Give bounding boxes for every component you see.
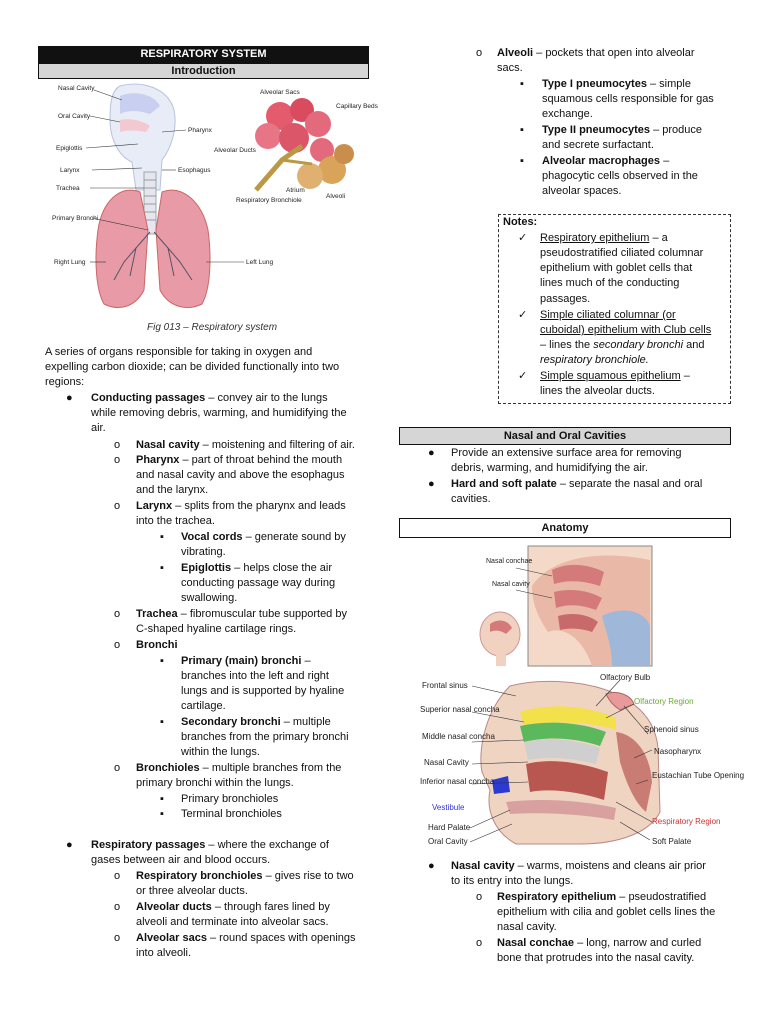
figure-caption: Fig 013 – Respiratory system [147, 322, 278, 333]
respiratory-epithelium-item: Respiratory epithelium – pseudostratified [497, 891, 707, 903]
vocal-cords-item: Vocal cords – generate sound by [181, 531, 346, 543]
bullet-square: ▪ [160, 531, 164, 543]
macrophages-desc: alveolar spaces. [542, 185, 622, 197]
epiglottis-item: Epiglottis – helps close the air [181, 562, 333, 574]
notes-title: Notes: [503, 216, 538, 228]
label-olfactory-bulb: Olfactory Bulb [600, 673, 651, 682]
bullet-square: ▪ [520, 124, 524, 136]
alveoli-desc: sacs. [497, 62, 523, 74]
note-1-line: passages. [540, 293, 591, 305]
note-2-line: respiratory bronchiole. [540, 354, 649, 366]
note-3: Simple squamous epithelium – [540, 370, 690, 382]
label-trachea: Trachea [56, 185, 80, 192]
alveolar-ducts-item: Alveolar ducts – through fares lined by [136, 901, 330, 913]
primary-bronchi-desc: branches into the left and right [181, 670, 329, 682]
nasal-conchae-desc: bone that protrudes into the nasal cavity. [497, 952, 695, 964]
bullet-square: ▪ [160, 655, 164, 667]
pharynx-item: Pharynx – part of throat behind the mouth [136, 454, 343, 466]
bullet-square: ▪ [520, 78, 524, 90]
note-2-line: – lines the secondary bronchi and [540, 339, 705, 351]
bullet-dot: ● [428, 478, 435, 490]
bronchioles-item: Bronchioles – multiple branches from the [136, 762, 342, 774]
bullet-circle: o [476, 47, 483, 59]
bullet-circle: o [114, 639, 121, 651]
alveolar-ducts-desc: alveoli and terminate into alveolar sacs. [136, 916, 329, 928]
label-epiglottis: Epiglottis [56, 145, 83, 152]
type1-item: Type I pneumocytes – simple [542, 78, 691, 90]
bronchi-item: Bronchi [136, 639, 178, 651]
bullet-dot: ● [66, 839, 73, 851]
label-larynx: Larynx [60, 167, 80, 174]
type1-desc: squamous cells responsible for gas [542, 93, 714, 105]
label-nasopharynx: Nasopharynx [654, 747, 702, 756]
label-atrium: Atrium [286, 187, 305, 194]
respiratory-system-figure [50, 80, 378, 320]
nasal-anatomy-figure [420, 672, 745, 852]
bullet-circle: o [114, 608, 121, 620]
respiratory-desc: gases between air and blood occurs. [91, 854, 271, 866]
respiratory-epithelium-desc: epithelium with cilia and goblet cells lines the [497, 906, 716, 918]
conducting-passages-item: Conducting passages – convey air to the lungs [91, 392, 328, 404]
nasal-conchae-item: Nasal conchae – long, narrow and curled [497, 937, 702, 949]
bullet-circle: o [114, 901, 121, 913]
palate-desc: cavities. [451, 493, 491, 505]
conducting-desc: air. [91, 422, 106, 434]
label-olfactory-region: Olfactory Region [634, 697, 694, 706]
bronchioles-desc: primary bronchi within the lungs. [136, 777, 294, 789]
respiratory-passages-item: Respiratory passages – where the exchange of [91, 839, 329, 851]
bullet-circle: o [114, 932, 121, 944]
label-nasal-conchae: Nasal conchae [486, 558, 533, 565]
label-primary-bronchi: Primary Bronchi [52, 215, 99, 222]
type2-desc: and secrete surfactant. [542, 139, 654, 151]
secondary-bronchi-desc: branches from the primary bronchi [181, 731, 349, 743]
bullet-circle: o [114, 762, 121, 774]
note-1-line: pseudostratified ciliated columnar [540, 247, 704, 259]
label-alveoli: Alveoli [326, 193, 346, 200]
bullet-dot: ● [428, 447, 435, 459]
label-oral-cavity-large: Oral Cavity [428, 837, 468, 846]
note-2: Simple ciliated columnar (or [540, 309, 676, 321]
label-eustachian-tube: Eustachian Tube Opening [652, 771, 745, 780]
bullet-circle: o [114, 500, 121, 512]
secondary-bronchi-item: Secondary bronchi – multiple [181, 716, 331, 728]
note-1-line: epithelium with goblet cells that [540, 262, 693, 274]
label-respiratory-bronchiole: Respiratory Bronchiole [236, 197, 302, 204]
conducting-desc: while removing debris, warming, and humidifying the [91, 407, 347, 419]
label-esophagus: Esophagus [178, 167, 211, 174]
trachea-item: Trachea – fibromuscular tube supported by [136, 608, 347, 620]
alveoli-item: Alveoli – pockets that open into alveolar [497, 47, 695, 59]
bullet-square: ▪ [160, 716, 164, 728]
bullet-circle: o [476, 937, 483, 949]
nasal-cavity-bullet: Nasal cavity – warms, moistens and cleans air prior [451, 860, 706, 872]
page-title: RESPIRATORY SYSTEM [38, 46, 369, 63]
label-nasal-cavity: Nasal Cavity [58, 85, 95, 92]
check-icon: ✓ [518, 370, 528, 382]
section-header-nasal-oral: Nasal and Oral Cavities [399, 427, 731, 445]
pharynx-desc: and nasal cavity and above the esophagus [136, 469, 345, 481]
primary-bronchi-desc: lungs and is supported by hyaline [181, 685, 345, 697]
section-header-anatomy: Anatomy [399, 518, 731, 538]
check-icon: ✓ [518, 309, 528, 321]
label-alveolar-sacs: Alveolar Sacs [260, 89, 300, 96]
label-pharynx: Pharynx [188, 127, 212, 134]
bullet-circle: o [114, 439, 121, 451]
bullet-square: ▪ [520, 155, 524, 167]
epiglottis-desc: conducting passage way during [181, 577, 336, 589]
primary-bronchi-item: Primary (main) bronchi – [181, 655, 311, 667]
section-header-introduction: Introduction [38, 63, 369, 79]
intro-line: regions: [45, 376, 85, 388]
respiratory-epithelium-desc: nasal cavity. [497, 921, 557, 933]
bullet-dot: ● [428, 860, 435, 872]
label-oral-cavity: Oral Cavity [58, 113, 91, 120]
bullet-circle: o [114, 870, 121, 882]
label-capillary-beds: Capillary Beds [336, 103, 378, 110]
bullet-circle: o [476, 891, 483, 903]
resp-bronchioles-item: Respiratory bronchioles – gives rise to two [136, 870, 354, 882]
intro-line: A series of organs responsible for taking in oxygen and [45, 346, 313, 358]
nasal-cavity-item: Nasal cavity – moistening and filtering of air. [136, 439, 355, 451]
pharynx-desc: and the larynx. [136, 484, 209, 496]
primary-bronchi-desc: cartilage. [181, 700, 226, 712]
label-inferior-nasal-concha: Inferior nasal concha [420, 777, 495, 786]
resp-bronchioles-desc: or three alveolar ducts. [136, 885, 248, 897]
note-1: Respiratory epithelium – a [540, 232, 668, 244]
label-right-lung: Right Lung [54, 259, 86, 266]
larynx-item: Larynx – splits from the pharynx and leads [136, 500, 346, 512]
intro-line: expelling carbon dioxide; can be divided functionally into two [45, 361, 340, 373]
label-respiratory-region: Respiratory Region [652, 817, 721, 826]
label-superior-nasal-concha: Superior nasal concha [420, 705, 500, 714]
trachea-desc: C-shaped hyaline cartilage rings. [136, 623, 297, 635]
bullet-circle: o [114, 454, 121, 466]
primary-bronchioles-item: Primary bronchioles [181, 793, 279, 805]
macrophages-item: Alveolar macrophages – [542, 155, 670, 167]
label-nasal-cavity-large: Nasal Cavity [424, 758, 469, 767]
bullet-square: ▪ [160, 562, 164, 574]
label-alveolar-ducts: Alveolar Ducts [214, 147, 256, 154]
label-vestibule: Vestibule [432, 803, 465, 812]
note-2-line: cuboidal) epithelium with Club cells [540, 324, 712, 336]
bullet-square: ▪ [160, 808, 164, 820]
label-left-lung: Left Lung [246, 259, 274, 266]
bullet-dot: ● [66, 392, 73, 404]
label-middle-nasal-concha: Middle nasal concha [422, 732, 495, 741]
palate-item: Hard and soft palate – separate the nasal and oral [451, 478, 703, 490]
type1-desc: exchange. [542, 108, 593, 120]
nasal-oral-bullet-1-line: debris, warming, and humidifying the air. [451, 462, 648, 474]
bullet-square: ▪ [160, 793, 164, 805]
nasal-conchae-figure [472, 546, 654, 668]
nasal-oral-bullet-1: Provide an extensive surface area for removing [451, 447, 682, 459]
type2-item: Type II pneumocytes – produce [542, 124, 702, 136]
label-nasal-cavity-small: Nasal cavity [492, 581, 530, 588]
label-hard-palate: Hard Palate [428, 823, 471, 832]
alveolar-sacs-desc: into alveoli. [136, 947, 192, 959]
check-icon: ✓ [518, 232, 528, 244]
alveolar-sacs-item: Alveolar sacs – round spaces with openings [136, 932, 356, 944]
secondary-bronchi-desc: within the lungs. [181, 746, 260, 758]
vocal-desc: vibrating. [181, 546, 226, 558]
label-soft-palate: Soft Palate [652, 837, 692, 846]
terminal-bronchioles-item: Terminal bronchioles [181, 808, 282, 820]
note-3-line: lines the alveolar ducts. [540, 385, 655, 397]
larynx-desc: into the trachea. [136, 515, 215, 527]
label-frontal-sinus: Frontal sinus [422, 681, 468, 690]
label-sphenoid-sinus: Sphenoid sinus [644, 725, 699, 734]
nasal-cavity-desc: to its entry into the lungs. [451, 875, 574, 887]
note-1-line: lines much of the conducting [540, 277, 680, 289]
macrophages-desc: phagocytic cells observed in the [542, 170, 698, 182]
epiglottis-desc: swallowing. [181, 592, 238, 604]
